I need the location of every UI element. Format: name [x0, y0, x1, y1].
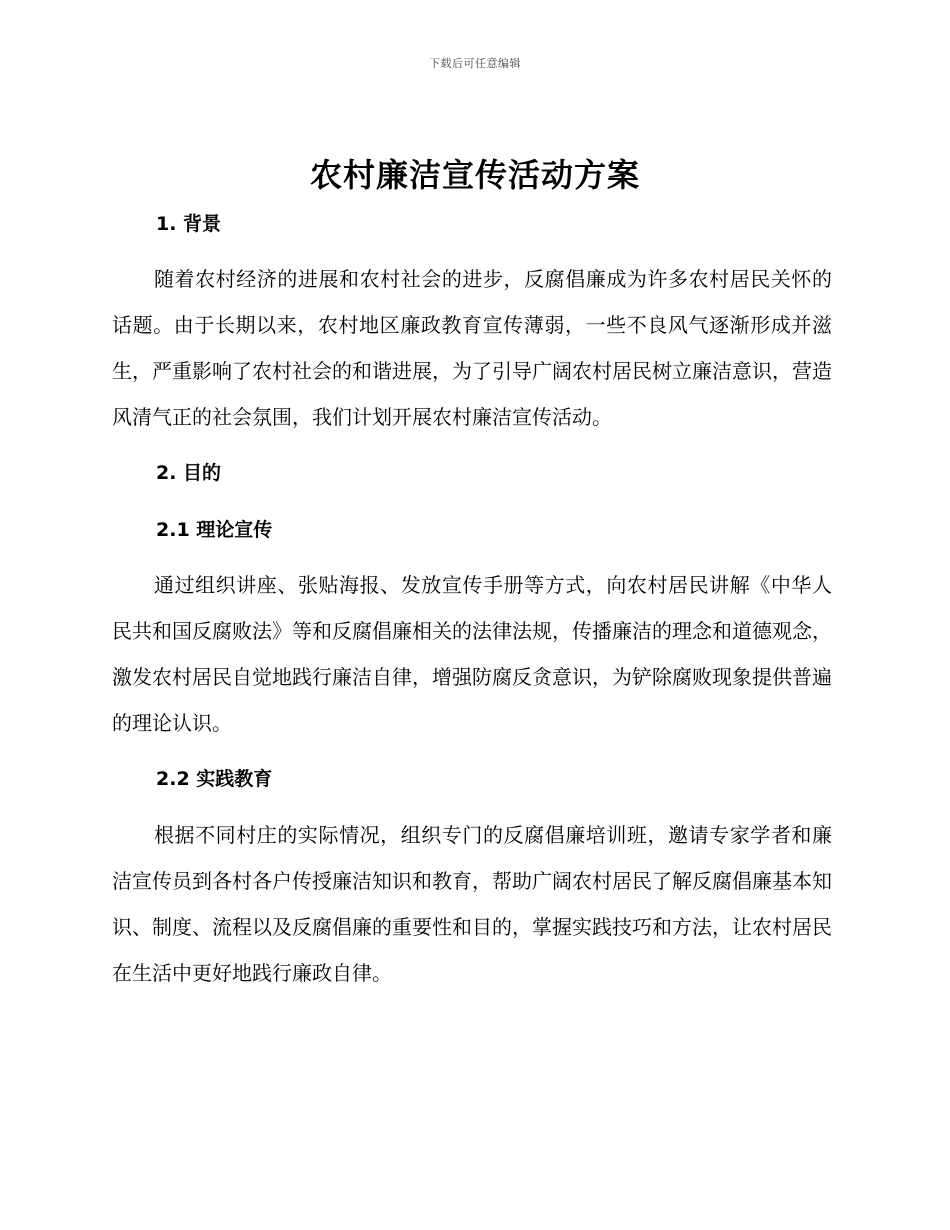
document-title: 农村廉洁宣传活动方案 — [309, 156, 640, 194]
section-paragraph-background: 随着农村经济的进展和农村社会的进步，反腐倡廉成为许多农村居民关怀的话题。由于长期以来，农村地区廉政教育宣传薄弱，一些不良风气逐渐形成并滋生，严重影响了农村社会的和谐进展，为了引导广阔农村居民树立廉洁意识，营造风清气正的社会氛围，我们计划开展农村廉洁宣传活动。 — [112, 267, 832, 429]
subsection-paragraph-practice: 根据不同村庄的实际情况，组织专门的反腐倡廉培训班，邀请专家学者和廉洁宣传员到各村各户传授廉洁知识和教育，帮助广阔农村居民了解反腐倡廉基本知识、制度、流程以及反腐倡廉的重要性和目的，掌握实践技巧和方法，让农村居民在生活中更好地践行廉政自律。 — [112, 823, 832, 985]
subsection-heading-practice: 2.2 实践教育 — [156, 768, 273, 790]
subsection-heading-theory: 2.1 理论宣传 — [156, 519, 273, 541]
header-note: 下载后可任意编辑 — [429, 57, 521, 70]
subsection-paragraph-theory: 通过组织讲座、张贴海报、发放宣传手册等方式，向农村居民讲解《中华人民共和国反腐败法》等和反腐倡廉相关的法律法规，传播廉洁的理念和道德观念，激发农村居民自觉地践行廉洁自律，增强防腐反贪意识，为铲除腐败现象提供普遍的理论认识。 — [112, 573, 832, 735]
section-heading-purpose: 2. 目的 — [156, 462, 222, 484]
section-heading-background: 1. 背景 — [156, 213, 222, 235]
